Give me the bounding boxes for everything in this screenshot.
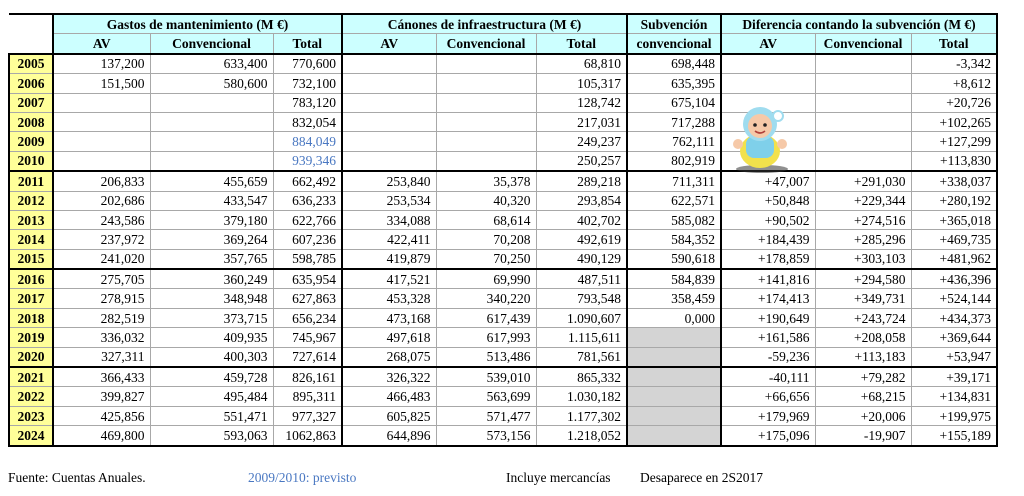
table-cell bbox=[342, 112, 436, 131]
table-cell bbox=[815, 54, 911, 74]
table-cell: 137,200 bbox=[53, 54, 150, 74]
table-cell bbox=[436, 54, 536, 74]
year-cell: 2016 bbox=[9, 269, 53, 289]
table-cell: +20,726 bbox=[911, 93, 997, 112]
table-cell: +481,962 bbox=[911, 249, 997, 269]
table-cell: -19,907 bbox=[815, 426, 911, 446]
corner-cell bbox=[9, 14, 53, 54]
table-row bbox=[9, 406, 997, 425]
table-cell: 711,311 bbox=[627, 171, 721, 191]
table-cell: +369,644 bbox=[911, 328, 997, 347]
year-cell: 2008 bbox=[9, 112, 53, 131]
table-cell: +294,580 bbox=[815, 269, 911, 289]
col-header-diff-total: Total bbox=[911, 34, 997, 54]
year-cell: 2007 bbox=[9, 93, 53, 112]
table-cell: 369,264 bbox=[150, 230, 273, 249]
table-cell: +274,516 bbox=[815, 210, 911, 229]
table-cell bbox=[342, 132, 436, 151]
table-cell: +90,502 bbox=[721, 210, 815, 229]
table-cell bbox=[150, 112, 273, 131]
table-cell: 617,993 bbox=[436, 328, 536, 347]
table-cell: 357,765 bbox=[150, 249, 273, 269]
table-row bbox=[9, 367, 997, 387]
table-row bbox=[9, 54, 997, 74]
table-cell: +161,586 bbox=[721, 328, 815, 347]
table-cell: 422,411 bbox=[342, 230, 436, 249]
table-cell bbox=[721, 74, 815, 93]
col-header-maint-conv: Convencional bbox=[150, 34, 273, 54]
table-cell: 217,031 bbox=[536, 112, 627, 131]
table-cell: 202,686 bbox=[53, 191, 150, 210]
table-cell: 433,547 bbox=[150, 191, 273, 210]
table-cell: 68,810 bbox=[536, 54, 627, 74]
table-cell bbox=[627, 406, 721, 425]
cost-comparison-table bbox=[8, 13, 998, 447]
year-cell: 2009 bbox=[9, 132, 53, 151]
col-header-maint-av: AV bbox=[53, 34, 150, 54]
table-cell: 409,935 bbox=[150, 328, 273, 347]
table-cell: +174,413 bbox=[721, 289, 815, 308]
table-cell: +199,975 bbox=[911, 406, 997, 425]
table-cell: +469,735 bbox=[911, 230, 997, 249]
table-cell: 326,322 bbox=[342, 367, 436, 387]
year-cell: 2012 bbox=[9, 191, 53, 210]
table-cell: 466,483 bbox=[342, 387, 436, 406]
year-cell: 2020 bbox=[9, 347, 53, 367]
col-header-diff-conv: Convencional bbox=[815, 34, 911, 54]
table-cell: 253,534 bbox=[342, 191, 436, 210]
table-cell: +208,058 bbox=[815, 328, 911, 347]
table-cell: 1.218,052 bbox=[536, 426, 627, 446]
col-header-fee-av: AV bbox=[342, 34, 436, 54]
table-cell bbox=[627, 367, 721, 387]
table-cell: +141,816 bbox=[721, 269, 815, 289]
table-cell bbox=[815, 93, 911, 112]
year-cell: 2024 bbox=[9, 426, 53, 446]
table-row bbox=[9, 112, 997, 131]
table-body bbox=[9, 54, 997, 446]
table-cell: 571,477 bbox=[436, 406, 536, 425]
table-cell: +524,144 bbox=[911, 289, 997, 308]
table-cell: +20,006 bbox=[815, 406, 911, 425]
table-cell bbox=[436, 74, 536, 93]
table-cell: 293,854 bbox=[536, 191, 627, 210]
table-cell: -3,342 bbox=[911, 54, 997, 74]
table-cell: +303,103 bbox=[815, 249, 911, 269]
table-cell: 675,104 bbox=[627, 93, 721, 112]
table-cell: 402,702 bbox=[536, 210, 627, 229]
table-cell: 826,161 bbox=[273, 367, 342, 387]
table-cell: 762,111 bbox=[627, 132, 721, 151]
table-row bbox=[9, 151, 997, 171]
table-cell: +175,096 bbox=[721, 426, 815, 446]
cartoon-doll-image bbox=[724, 96, 796, 174]
table-cell: 939,346 bbox=[273, 151, 342, 171]
table-cell: +134,831 bbox=[911, 387, 997, 406]
table-cell: 40,320 bbox=[436, 191, 536, 210]
table-cell: +184,439 bbox=[721, 230, 815, 249]
table-cell: 802,919 bbox=[627, 151, 721, 171]
table-cell: 455,659 bbox=[150, 171, 273, 191]
year-cell: 2005 bbox=[9, 54, 53, 74]
table-row bbox=[9, 132, 997, 151]
table-row bbox=[9, 230, 997, 249]
table-cell: +66,656 bbox=[721, 387, 815, 406]
table-cell: 590,618 bbox=[627, 249, 721, 269]
table-cell: 243,586 bbox=[53, 210, 150, 229]
table-cell: 622,766 bbox=[273, 210, 342, 229]
year-cell: 2019 bbox=[9, 328, 53, 347]
table-cell bbox=[53, 112, 150, 131]
table-cell bbox=[53, 93, 150, 112]
table-cell: 539,010 bbox=[436, 367, 536, 387]
table-cell: 275,705 bbox=[53, 269, 150, 289]
table-cell: 1.177,302 bbox=[536, 406, 627, 425]
table-row bbox=[9, 328, 997, 347]
table-cell: 644,896 bbox=[342, 426, 436, 446]
table-row bbox=[9, 387, 997, 406]
table-cell: 635,395 bbox=[627, 74, 721, 93]
group-header-difference: Diferencia contando la subvención (M €) bbox=[721, 14, 997, 34]
table-cell: 490,129 bbox=[536, 249, 627, 269]
table-cell: 348,948 bbox=[150, 289, 273, 308]
year-cell: 2013 bbox=[9, 210, 53, 229]
table-cell: 253,840 bbox=[342, 171, 436, 191]
table-cell: 1.115,611 bbox=[536, 328, 627, 347]
table-cell: 289,218 bbox=[536, 171, 627, 191]
table-cell: 487,511 bbox=[536, 269, 627, 289]
table-cell: 340,220 bbox=[436, 289, 536, 308]
table-cell: 727,614 bbox=[273, 347, 342, 367]
table-cell: 1.030,182 bbox=[536, 387, 627, 406]
table-cell: 656,234 bbox=[273, 308, 342, 327]
table-cell: 607,236 bbox=[273, 230, 342, 249]
table-cell: 278,915 bbox=[53, 289, 150, 308]
table-cell: 249,237 bbox=[536, 132, 627, 151]
table-cell: +349,731 bbox=[815, 289, 911, 308]
table-cell: 563,699 bbox=[436, 387, 536, 406]
table-cell bbox=[815, 112, 911, 131]
table-cell: 793,548 bbox=[536, 289, 627, 308]
table-cell: 206,833 bbox=[53, 171, 150, 191]
year-cell: 2014 bbox=[9, 230, 53, 249]
table-cell: 453,328 bbox=[342, 289, 436, 308]
table-cell: 425,856 bbox=[53, 406, 150, 425]
table-cell: +436,396 bbox=[911, 269, 997, 289]
table-cell: +291,030 bbox=[815, 171, 911, 191]
table-cell: 0,000 bbox=[627, 308, 721, 327]
table-cell: 698,448 bbox=[627, 54, 721, 74]
table-cell: 1062,863 bbox=[273, 426, 342, 446]
year-cell: 2006 bbox=[9, 74, 53, 93]
table-cell: 865,332 bbox=[536, 367, 627, 387]
table-cell: +113,183 bbox=[815, 347, 911, 367]
source-note: Fuente: Cuentas Anuales. bbox=[8, 470, 146, 485]
table-cell: 105,317 bbox=[536, 74, 627, 93]
table-cell: +190,649 bbox=[721, 308, 815, 327]
table-row bbox=[9, 289, 997, 308]
table-cell bbox=[342, 93, 436, 112]
table-cell: 513,486 bbox=[436, 347, 536, 367]
table-cell: 598,785 bbox=[273, 249, 342, 269]
table-cell bbox=[53, 132, 150, 151]
table-row bbox=[9, 426, 997, 446]
table-cell: 497,618 bbox=[342, 328, 436, 347]
table-cell: 495,484 bbox=[150, 387, 273, 406]
table-cell bbox=[436, 132, 536, 151]
table-cell: +155,189 bbox=[911, 426, 997, 446]
year-cell: 2023 bbox=[9, 406, 53, 425]
table-cell: 69,990 bbox=[436, 269, 536, 289]
year-cell: 2018 bbox=[9, 308, 53, 327]
table-row bbox=[9, 191, 997, 210]
table-cell: 35,378 bbox=[436, 171, 536, 191]
table-cell: 268,075 bbox=[342, 347, 436, 367]
table-cell: 336,032 bbox=[53, 328, 150, 347]
table-cell bbox=[815, 74, 911, 93]
table-cell: -59,236 bbox=[721, 347, 815, 367]
table-cell: +47,007 bbox=[721, 171, 815, 191]
goods-note: Incluye mercancías bbox=[506, 470, 611, 485]
table-cell: +50,848 bbox=[721, 191, 815, 210]
table-cell: 282,519 bbox=[53, 308, 150, 327]
table-cell: 237,972 bbox=[53, 230, 150, 249]
table-row bbox=[9, 308, 997, 327]
table-cell: 636,233 bbox=[273, 191, 342, 210]
table-row bbox=[9, 171, 997, 191]
table-cell: +285,296 bbox=[815, 230, 911, 249]
table-cell bbox=[53, 151, 150, 171]
table-cell: 241,020 bbox=[53, 249, 150, 269]
table-cell: 373,715 bbox=[150, 308, 273, 327]
table-cell: 469,800 bbox=[53, 426, 150, 446]
table-cell: 70,250 bbox=[436, 249, 536, 269]
table-cell: 417,521 bbox=[342, 269, 436, 289]
table-cell: 327,311 bbox=[53, 347, 150, 367]
table-cell: +127,299 bbox=[911, 132, 997, 151]
table-cell: 832,054 bbox=[273, 112, 342, 131]
table-cell: 573,156 bbox=[436, 426, 536, 446]
table-cell bbox=[436, 93, 536, 112]
table-row bbox=[9, 93, 997, 112]
table-cell: 1.090,607 bbox=[536, 308, 627, 327]
table-cell: 633,400 bbox=[150, 54, 273, 74]
table-cell: 419,879 bbox=[342, 249, 436, 269]
table-cell: 662,492 bbox=[273, 171, 342, 191]
table-cell: 584,352 bbox=[627, 230, 721, 249]
table-cell bbox=[342, 74, 436, 93]
table-cell: 617,439 bbox=[436, 308, 536, 327]
table-cell: 473,168 bbox=[342, 308, 436, 327]
table-cell: 366,433 bbox=[53, 367, 150, 387]
table-row bbox=[9, 74, 997, 93]
year-cell: 2011 bbox=[9, 171, 53, 191]
table-cell: +8,612 bbox=[911, 74, 997, 93]
table-cell: 593,063 bbox=[150, 426, 273, 446]
table-cell: 399,827 bbox=[53, 387, 150, 406]
table-cell bbox=[150, 93, 273, 112]
table-cell: 358,459 bbox=[627, 289, 721, 308]
table-cell bbox=[815, 132, 911, 151]
table-cell bbox=[436, 112, 536, 131]
group-header-fees: Cánones de infraestructura (M €) bbox=[342, 14, 627, 34]
table-cell: +53,947 bbox=[911, 347, 997, 367]
table-cell bbox=[150, 151, 273, 171]
table-cell: +179,969 bbox=[721, 406, 815, 425]
table-cell bbox=[436, 151, 536, 171]
col-header-diff-av: AV bbox=[721, 34, 815, 54]
year-cell: 2017 bbox=[9, 289, 53, 308]
table-cell: 128,742 bbox=[536, 93, 627, 112]
table-cell: 895,311 bbox=[273, 387, 342, 406]
table-cell bbox=[627, 426, 721, 446]
table-cell: +229,344 bbox=[815, 191, 911, 210]
table-row bbox=[9, 249, 997, 269]
table-cell: +280,192 bbox=[911, 191, 997, 210]
col-header-maint-total: Total bbox=[273, 34, 342, 54]
table-cell bbox=[627, 347, 721, 367]
table-cell: 584,839 bbox=[627, 269, 721, 289]
table-cell: 151,500 bbox=[53, 74, 150, 93]
table-row bbox=[9, 210, 997, 229]
col-header-fee-total: Total bbox=[536, 34, 627, 54]
table-cell: 580,600 bbox=[150, 74, 273, 93]
table-cell: 745,967 bbox=[273, 328, 342, 347]
table-cell bbox=[627, 387, 721, 406]
table-cell: -40,111 bbox=[721, 367, 815, 387]
table-cell: 635,954 bbox=[273, 269, 342, 289]
table-cell: +243,724 bbox=[815, 308, 911, 327]
table-cell: 717,288 bbox=[627, 112, 721, 131]
table-cell: 551,471 bbox=[150, 406, 273, 425]
table-cell: +79,282 bbox=[815, 367, 911, 387]
year-cell: 2021 bbox=[9, 367, 53, 387]
table-row bbox=[9, 347, 997, 367]
table-cell: 781,561 bbox=[536, 347, 627, 367]
table-cell: 70,208 bbox=[436, 230, 536, 249]
table-cell bbox=[627, 328, 721, 347]
table-cell: 379,180 bbox=[150, 210, 273, 229]
table-cell: 732,100 bbox=[273, 74, 342, 93]
table-cell: +365,018 bbox=[911, 210, 997, 229]
table-cell: +338,037 bbox=[911, 171, 997, 191]
col-header-fee-conv: Convencional bbox=[436, 34, 536, 54]
forecast-note: 2009/2010: previsto bbox=[248, 470, 357, 485]
table-cell: 492,619 bbox=[536, 230, 627, 249]
table-cell: +178,859 bbox=[721, 249, 815, 269]
table-cell: +434,373 bbox=[911, 308, 997, 327]
table-cell: 400,303 bbox=[150, 347, 273, 367]
table-cell bbox=[342, 54, 436, 74]
table-cell: 605,825 bbox=[342, 406, 436, 425]
table-cell: 622,571 bbox=[627, 191, 721, 210]
table-cell: 360,249 bbox=[150, 269, 273, 289]
table-cell bbox=[342, 151, 436, 171]
year-cell: 2022 bbox=[9, 387, 53, 406]
table-cell: 459,728 bbox=[150, 367, 273, 387]
table-cell bbox=[721, 54, 815, 74]
table-cell bbox=[150, 132, 273, 151]
group-header-maintenance: Gastos de mantenimiento (M €) bbox=[53, 14, 342, 34]
table-cell: 334,088 bbox=[342, 210, 436, 229]
table-cell: 884,049 bbox=[273, 132, 342, 151]
table-cell: +102,265 bbox=[911, 112, 997, 131]
group-header-subsidy: Subvención bbox=[627, 14, 721, 34]
col-header-subsidy: convencional bbox=[627, 34, 721, 54]
table-cell: 977,327 bbox=[273, 406, 342, 425]
table-cell: 627,863 bbox=[273, 289, 342, 308]
table-cell: 68,614 bbox=[436, 210, 536, 229]
table-cell: 783,120 bbox=[273, 93, 342, 112]
table-cell: +39,171 bbox=[911, 367, 997, 387]
year-cell: 2015 bbox=[9, 249, 53, 269]
year-cell: 2010 bbox=[9, 151, 53, 171]
table-cell: +68,215 bbox=[815, 387, 911, 406]
disappears-note: Desaparece en 2S2017 bbox=[640, 470, 763, 485]
table-cell bbox=[815, 151, 911, 171]
table-cell: 770,600 bbox=[273, 54, 342, 74]
table-cell: 585,082 bbox=[627, 210, 721, 229]
table-cell: 250,257 bbox=[536, 151, 627, 171]
table-row bbox=[9, 269, 997, 289]
table-cell: +113,830 bbox=[911, 151, 997, 171]
